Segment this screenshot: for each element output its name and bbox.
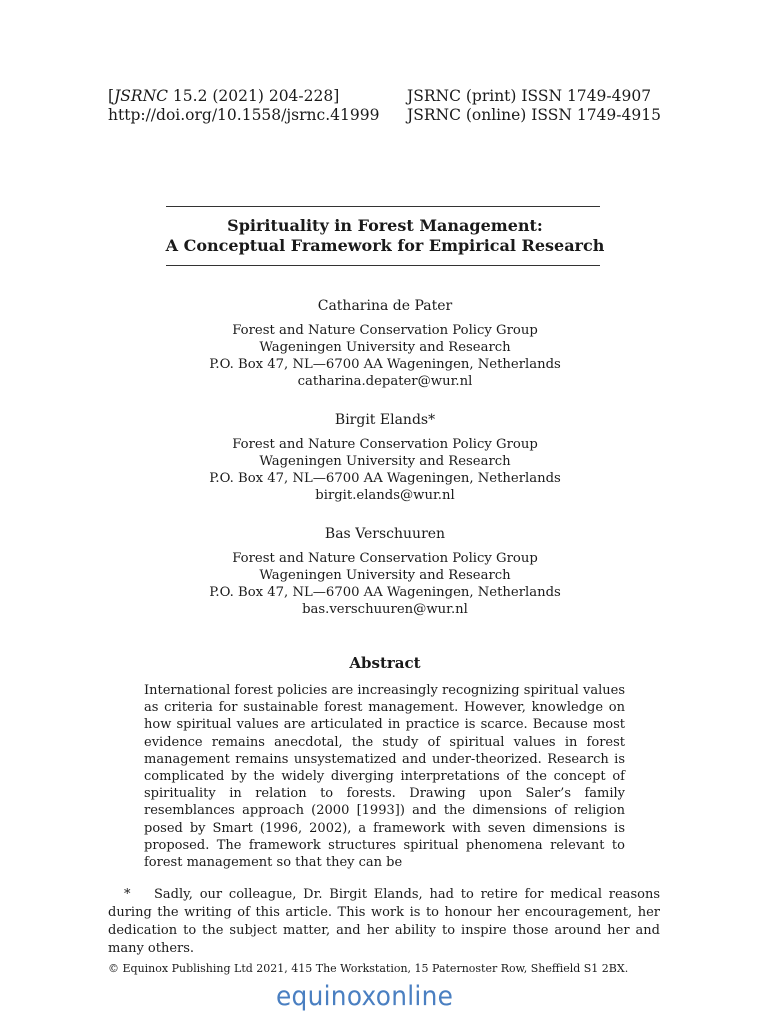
issn-online: JSRNC (online) ISSN 1749-4915 [407, 106, 661, 124]
affiliation-address: P.O. Box 47, NL—6700 AA Wageningen, Netherlands [209, 471, 561, 486]
author-name: Bas Verschuuren [324, 526, 446, 542]
affiliation-address: P.O. Box 47, NL—6700 AA Wageningen, Netherlands [209, 585, 561, 600]
affiliation-group: Forest and Nature Conservation Policy Group [232, 323, 538, 338]
affiliation-university: Wageningen University and Research [259, 340, 511, 355]
equinox-online-logo[interactable] [276, 977, 496, 1017]
affiliation-group: Forest and Nature Conservation Policy Group [232, 551, 538, 566]
author-email[interactable]: bas.verschuuren@wur.nl [302, 602, 468, 617]
footnote [108, 886, 660, 958]
abstract-heading: Abstract [349, 654, 421, 672]
abstract-body: International forest policies are increasingly recognizing spiritual values as criteria for sustainable forest management. However, knowledge on how spiritual values are articulated in practice is scarce. Because most evidence remains anecdotal, the study of spiritual values in forest management remains unsystematized and under-theorized. Research is complicated by the widely diverging interpretations of the concept of spirituality in relation to forests. Drawing upon Saler’s family resemblances approach (2000 [1993]) and the dimensions of religion posed by Smart (1996, 2002), a framework with seven dimensions is proposed. The framework structures spiritual phenomena relevant to forest management so that they can be [144, 683, 625, 871]
logo-wordmark: equinoxonline [276, 981, 454, 1012]
author-name: Catharina de Pater [317, 298, 453, 314]
author-email[interactable]: birgit.elands@wur.nl [315, 488, 455, 503]
title-line-1: Spirituality in Forest Management: [227, 216, 543, 235]
footnote-marker: * [124, 887, 131, 902]
author-entry [0, 297, 770, 390]
issn-print: JSRNC (print) ISSN 1749-4907 [407, 87, 652, 105]
affiliation-university: Wageningen University and Research [259, 454, 511, 469]
header-citation-block [108, 87, 379, 125]
affiliation-group: Forest and Nature Conservation Policy Group [232, 437, 538, 452]
doi-link[interactable]: http://doi.org/10.1558/jsrnc.41999 [108, 106, 380, 124]
affiliation-address: P.O. Box 47, NL—6700 AA Wageningen, Netherlands [209, 357, 561, 372]
header-issn-block [407, 87, 661, 125]
author-entry [0, 525, 770, 618]
author-name: Birgit Elands* [334, 412, 436, 428]
footnote-text: Sadly, our colleague, Dr. Birgit Elands, had to retire for medical reasons during the writing of this article. This work is to honour her encouragement, her dedication to the subject matter, and her ability to inspire those around her and many others. [108, 887, 660, 956]
affiliation-university: Wageningen University and Research [259, 568, 511, 583]
copyright-notice: © Equinox Publishing Ltd 2021, 415 The Workstation, 15 Paternoster Row, Sheffield S1 2BX. [108, 962, 629, 975]
title-rule-top [166, 206, 600, 207]
title-rule-bottom [166, 265, 600, 266]
article-title [0, 216, 770, 256]
journal-citation: [JSRNC 15.2 (2021) 204-228] [108, 87, 340, 105]
title-line-2: A Conceptual Framework for Empirical Research [165, 236, 605, 255]
author-entry [0, 411, 770, 504]
author-email[interactable]: catharina.depater@wur.nl [297, 374, 473, 389]
